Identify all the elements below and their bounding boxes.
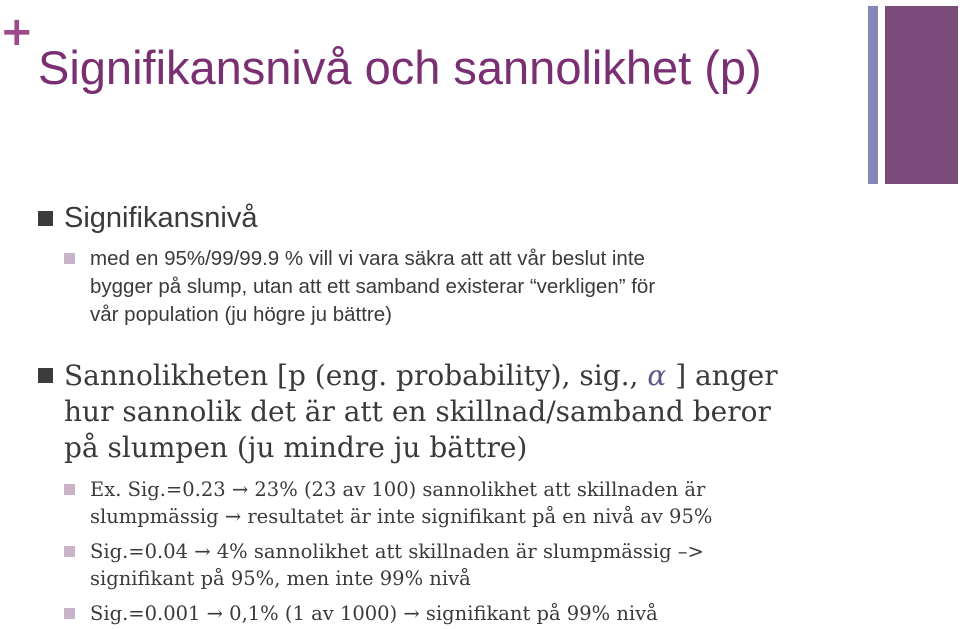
bullet-text: hur sannolik det är att en skillnad/samband beror [64,395,771,428]
square-bullet-icon [38,211,53,226]
square-bullet-icon [64,484,75,495]
bullet-label: Signifikansnivå [64,202,258,234]
square-bullet-icon [64,253,75,264]
sub-bullet-text: Ex. Sig.=0.23 → 23% (23 av 100) sannolikhet att skillnaden är [90,478,706,501]
square-bullet-icon [38,368,53,383]
square-bullet-icon [64,546,75,557]
bullet-text: Sannolikheten [p (eng. probability), sig., [64,359,639,392]
sub-bullet-text: bygger på slump, utan att ett samband existerar “verkligen” för [90,275,656,298]
sub-bullet-text: vår population (ju högre ju bättre) [90,303,392,326]
sub-bullet-text: slumpmässig → resultatet är inte signifikant på en nivå av 95% [90,505,713,528]
sub-bullet-text: signifikant på 95%, men inte 99% nivå [90,567,471,590]
sub-bullet-text: med en 95%/99/99.9 % vill vi vara säkra att att vår beslut inte [90,247,645,270]
slide-title: Signifikansnivå och sannolikhet (p) [38,41,762,94]
bullet-text: på slumpen (ju mindre ju bättre) [64,431,528,464]
square-bullet-icon [64,608,75,619]
sub-bullet-text: Sig.=0.04 → 4% sannolikhet att skillnaden är slumpmässig –> [90,540,704,563]
plus-icon: + [0,9,34,55]
sub-bullet-text: Sig.=0.001 → 0,1% (1 av 1000) → signifikant på 99% nivå [90,602,658,625]
alpha-symbol: α [647,359,667,392]
bullet-text: ] anger [675,359,778,392]
